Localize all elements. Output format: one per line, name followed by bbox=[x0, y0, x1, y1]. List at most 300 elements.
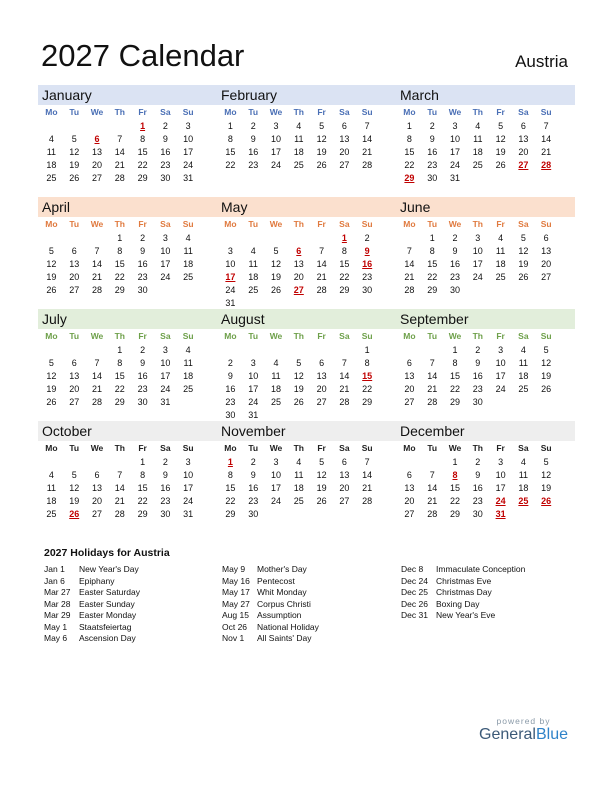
day: 15 bbox=[404, 147, 415, 157]
day: 22 bbox=[404, 160, 415, 170]
day: 7 bbox=[319, 246, 325, 256]
holiday-day: 26 bbox=[541, 496, 552, 506]
day: 14 bbox=[362, 470, 373, 480]
day: 10 bbox=[183, 134, 194, 144]
day: 16 bbox=[449, 259, 460, 269]
day: 30 bbox=[449, 285, 460, 295]
day: 24 bbox=[183, 496, 194, 506]
day: 24 bbox=[449, 160, 460, 170]
day: 5 bbox=[296, 358, 302, 368]
day: 28 bbox=[316, 285, 327, 295]
holiday-name: Immaculate Conception bbox=[436, 564, 526, 574]
day: 28 bbox=[404, 285, 415, 295]
weekday-label: Su bbox=[182, 219, 194, 229]
day: 17 bbox=[183, 483, 194, 493]
empty-day bbox=[40, 344, 63, 357]
holiday-date: Dec 26 bbox=[401, 598, 428, 609]
weekday-label: Th bbox=[472, 107, 483, 117]
day: 24 bbox=[160, 384, 171, 394]
holiday-item bbox=[401, 576, 525, 588]
day: 13 bbox=[91, 147, 102, 157]
weekday-label: Sa bbox=[518, 443, 529, 453]
weekday-label: Su bbox=[361, 219, 373, 229]
weekday-label: Sa bbox=[518, 331, 529, 341]
month-january bbox=[38, 85, 217, 197]
weekday-label: Tu bbox=[248, 443, 259, 453]
day: 25 bbox=[293, 496, 304, 506]
day: 30 bbox=[427, 173, 438, 183]
holiday-day: 15 bbox=[362, 371, 373, 381]
day: 15 bbox=[449, 371, 460, 381]
holiday-name: Ascension Day bbox=[79, 633, 136, 643]
day: 27 bbox=[91, 509, 102, 519]
day: 9 bbox=[250, 134, 256, 144]
day: 23 bbox=[137, 384, 148, 394]
day: 29 bbox=[225, 509, 236, 519]
day: 8 bbox=[429, 246, 435, 256]
holiday-item bbox=[44, 599, 140, 611]
weekday-label: Sa bbox=[518, 107, 529, 117]
day: 8 bbox=[364, 358, 370, 368]
weekday-label: Sa bbox=[160, 219, 171, 229]
day: 7 bbox=[406, 246, 412, 256]
day: 10 bbox=[225, 259, 236, 269]
weekday-label: Th bbox=[293, 331, 304, 341]
day: 11 bbox=[495, 246, 506, 256]
day: 22 bbox=[225, 496, 236, 506]
empty-day bbox=[63, 120, 86, 133]
day: 19 bbox=[541, 371, 552, 381]
day-grid bbox=[396, 441, 575, 521]
day: 15 bbox=[114, 371, 125, 381]
day: 17 bbox=[248, 384, 259, 394]
day: 21 bbox=[427, 384, 438, 394]
day: 2 bbox=[162, 457, 168, 467]
day: 22 bbox=[114, 384, 125, 394]
day: 1 bbox=[117, 345, 123, 355]
brand-blue: Blue bbox=[535, 726, 568, 743]
holiday-date: May 17 bbox=[222, 587, 250, 597]
day: 2 bbox=[364, 233, 370, 243]
day: 10 bbox=[183, 470, 194, 480]
day: 28 bbox=[362, 496, 373, 506]
day: 18 bbox=[270, 384, 281, 394]
weekday-label: Mo bbox=[403, 219, 416, 229]
day: 23 bbox=[137, 272, 148, 282]
day: 7 bbox=[364, 121, 370, 131]
day: 11 bbox=[271, 371, 281, 381]
day: 4 bbox=[250, 246, 256, 256]
day: 2 bbox=[140, 345, 146, 355]
day: 25 bbox=[472, 160, 483, 170]
weekday-label: Th bbox=[472, 443, 483, 453]
day: 9 bbox=[162, 470, 168, 480]
day: 4 bbox=[185, 233, 191, 243]
day: 23 bbox=[427, 160, 438, 170]
day: 29 bbox=[449, 509, 460, 519]
day: 16 bbox=[160, 483, 171, 493]
day: 16 bbox=[137, 371, 148, 381]
day: 16 bbox=[225, 384, 236, 394]
holiday-day: 1 bbox=[341, 233, 347, 243]
day: 3 bbox=[162, 345, 168, 355]
holiday-name: Corpus Christi bbox=[257, 598, 311, 609]
day: 8 bbox=[227, 470, 233, 480]
day: 11 bbox=[248, 259, 258, 269]
day: 7 bbox=[429, 358, 435, 368]
day: 20 bbox=[518, 147, 529, 157]
day: 17 bbox=[183, 147, 194, 157]
day: 7 bbox=[543, 121, 549, 131]
day: 25 bbox=[46, 509, 57, 519]
weekday-label: Su bbox=[361, 443, 373, 453]
day: 13 bbox=[316, 371, 327, 381]
day: 11 bbox=[46, 483, 57, 493]
weekday-label: We bbox=[269, 219, 283, 229]
day: 21 bbox=[362, 147, 373, 157]
day: 13 bbox=[518, 134, 529, 144]
weekday-label: Fr bbox=[138, 443, 147, 453]
day: 4 bbox=[296, 457, 302, 467]
day: 22 bbox=[362, 384, 373, 394]
day: 13 bbox=[339, 134, 350, 144]
day: 15 bbox=[137, 483, 148, 493]
day: 3 bbox=[498, 345, 504, 355]
holiday-item bbox=[222, 564, 319, 576]
day: 15 bbox=[114, 259, 125, 269]
day-grid bbox=[38, 441, 217, 521]
day: 27 bbox=[69, 397, 80, 407]
day: 7 bbox=[429, 470, 435, 480]
holiday-name: Easter Monday bbox=[79, 610, 137, 620]
weekday-label: Mo bbox=[403, 331, 416, 341]
day: 30 bbox=[137, 397, 148, 407]
holiday-name: Easter Saturday bbox=[79, 587, 140, 597]
holiday-date: May 6 bbox=[44, 633, 68, 643]
month-name: February bbox=[217, 85, 396, 105]
day: 19 bbox=[69, 496, 80, 506]
day: 23 bbox=[449, 272, 460, 282]
day: 24 bbox=[495, 384, 506, 394]
month-name: August bbox=[217, 309, 396, 329]
holiday-name: Epiphany bbox=[79, 575, 115, 586]
day: 7 bbox=[94, 246, 100, 256]
day: 22 bbox=[225, 160, 236, 170]
day: 2 bbox=[227, 358, 233, 368]
day: 15 bbox=[449, 483, 460, 493]
month-august bbox=[217, 309, 396, 421]
day: 6 bbox=[341, 457, 347, 467]
day: 11 bbox=[183, 358, 193, 368]
day: 11 bbox=[518, 470, 529, 480]
day: 16 bbox=[160, 147, 171, 157]
day: 26 bbox=[541, 384, 552, 394]
holiday-day: 1 bbox=[227, 457, 233, 467]
day: 29 bbox=[362, 397, 373, 407]
day: 10 bbox=[248, 371, 259, 381]
weekday-label: Sa bbox=[160, 443, 171, 453]
day: 22 bbox=[114, 272, 125, 282]
empty-day bbox=[40, 456, 63, 469]
empty-day bbox=[40, 232, 63, 245]
holiday-day: 28 bbox=[541, 160, 552, 170]
day: 9 bbox=[227, 371, 233, 381]
weekday-label: Fr bbox=[496, 443, 505, 453]
day: 3 bbox=[273, 457, 279, 467]
day: 12 bbox=[69, 483, 80, 493]
day: 30 bbox=[362, 285, 373, 295]
day: 18 bbox=[518, 371, 529, 381]
month-april bbox=[38, 197, 217, 309]
day: 20 bbox=[339, 483, 350, 493]
day: 13 bbox=[404, 371, 415, 381]
day: 31 bbox=[248, 410, 259, 420]
day: 27 bbox=[91, 173, 102, 183]
day: 5 bbox=[48, 358, 54, 368]
holiday-item bbox=[401, 599, 525, 611]
empty-day bbox=[398, 456, 421, 469]
empty-day bbox=[333, 344, 356, 357]
empty-day bbox=[86, 232, 109, 245]
holiday-name: Christmas Eve bbox=[436, 575, 492, 586]
day: 6 bbox=[406, 358, 412, 368]
weekday-label: We bbox=[90, 331, 104, 341]
day: 30 bbox=[472, 509, 483, 519]
day: 21 bbox=[404, 272, 415, 282]
day: 1 bbox=[364, 345, 370, 355]
weekday-label: Th bbox=[114, 443, 125, 453]
weekday-label: Tu bbox=[69, 107, 80, 117]
day: 3 bbox=[452, 121, 458, 131]
holiday-item bbox=[44, 576, 140, 588]
day: 2 bbox=[475, 457, 481, 467]
day-grid bbox=[396, 105, 575, 185]
calendar-grid bbox=[38, 85, 575, 533]
weekday-label: Mo bbox=[224, 331, 237, 341]
holiday-day: 6 bbox=[94, 134, 100, 144]
day: 25 bbox=[293, 160, 304, 170]
day: 22 bbox=[449, 384, 460, 394]
day: 21 bbox=[427, 496, 438, 506]
day-grid bbox=[217, 217, 396, 310]
day: 13 bbox=[404, 483, 415, 493]
day: 7 bbox=[117, 134, 123, 144]
day: 6 bbox=[543, 233, 549, 243]
holiday-name: National Holiday bbox=[257, 621, 319, 632]
day: 5 bbox=[498, 121, 504, 131]
day: 2 bbox=[250, 457, 256, 467]
day: 13 bbox=[91, 483, 102, 493]
month-june bbox=[396, 197, 575, 309]
day: 16 bbox=[137, 259, 148, 269]
day: 30 bbox=[160, 173, 171, 183]
day: 6 bbox=[319, 358, 325, 368]
day: 13 bbox=[293, 259, 304, 269]
day: 1 bbox=[227, 121, 233, 131]
day: 5 bbox=[273, 246, 279, 256]
day: 12 bbox=[69, 147, 80, 157]
brand-name bbox=[479, 726, 568, 744]
holiday-name: Pentecost bbox=[257, 575, 295, 586]
day: 25 bbox=[183, 384, 194, 394]
day: 24 bbox=[183, 160, 194, 170]
day: 14 bbox=[427, 371, 438, 381]
day: 19 bbox=[518, 259, 529, 269]
day: 24 bbox=[225, 285, 236, 295]
empty-day bbox=[310, 344, 333, 357]
day: 1 bbox=[140, 457, 146, 467]
day-grid bbox=[38, 217, 217, 297]
month-row bbox=[38, 309, 575, 421]
holiday-day: 16 bbox=[362, 259, 373, 269]
day: 1 bbox=[452, 345, 458, 355]
day: 22 bbox=[137, 160, 148, 170]
day: 23 bbox=[248, 160, 259, 170]
weekday-label: Th bbox=[114, 219, 125, 229]
weekday-label: We bbox=[448, 331, 462, 341]
weekday-label: Fr bbox=[317, 219, 326, 229]
day: 14 bbox=[427, 483, 438, 493]
weekday-label: We bbox=[448, 219, 462, 229]
day: 17 bbox=[449, 147, 460, 157]
day: 22 bbox=[427, 272, 438, 282]
holiday-item bbox=[401, 587, 525, 599]
day: 23 bbox=[160, 496, 171, 506]
day: 14 bbox=[91, 371, 102, 381]
weekday-label: Th bbox=[293, 443, 304, 453]
weekday-label: Sa bbox=[339, 331, 350, 341]
weekday-label: Su bbox=[182, 331, 194, 341]
day: 8 bbox=[341, 246, 347, 256]
day: 12 bbox=[541, 470, 552, 480]
day: 10 bbox=[270, 470, 281, 480]
holiday-name: Easter Sunday bbox=[79, 598, 135, 609]
holiday-day: 31 bbox=[495, 509, 506, 519]
month-may bbox=[217, 197, 396, 309]
day: 16 bbox=[472, 483, 483, 493]
day: 4 bbox=[498, 233, 504, 243]
holiday-date: May 1 bbox=[44, 621, 68, 632]
day: 30 bbox=[160, 509, 171, 519]
empty-day bbox=[398, 232, 421, 245]
day: 20 bbox=[404, 496, 415, 506]
day: 10 bbox=[160, 358, 171, 368]
day: 18 bbox=[46, 496, 57, 506]
holiday-item bbox=[401, 564, 525, 576]
empty-day bbox=[242, 344, 265, 357]
day: 8 bbox=[117, 246, 123, 256]
day: 16 bbox=[248, 147, 259, 157]
empty-day bbox=[310, 232, 333, 245]
empty-day bbox=[86, 456, 109, 469]
day: 18 bbox=[183, 259, 194, 269]
day: 18 bbox=[293, 147, 304, 157]
day: 13 bbox=[69, 259, 80, 269]
weekday-label: Mo bbox=[45, 107, 58, 117]
day: 17 bbox=[495, 483, 506, 493]
weekday-label: Th bbox=[472, 331, 483, 341]
day: 18 bbox=[183, 371, 194, 381]
day: 21 bbox=[339, 384, 350, 394]
day: 13 bbox=[69, 371, 80, 381]
day: 4 bbox=[185, 345, 191, 355]
day: 24 bbox=[472, 272, 483, 282]
day: 10 bbox=[495, 358, 506, 368]
month-name: March bbox=[396, 85, 575, 105]
powered-by-text: powered by bbox=[496, 716, 551, 726]
day: 13 bbox=[339, 470, 350, 480]
month-row bbox=[38, 421, 575, 533]
holiday-name: All Saints' Day bbox=[257, 633, 312, 643]
weekday-label: Tu bbox=[427, 219, 438, 229]
day: 4 bbox=[475, 121, 481, 131]
day: 15 bbox=[225, 483, 236, 493]
weekday-label: Mo bbox=[403, 443, 416, 453]
day: 19 bbox=[69, 160, 80, 170]
holiday-date: Dec 31 bbox=[401, 610, 428, 620]
holiday-day: 8 bbox=[452, 470, 458, 480]
day: 17 bbox=[472, 259, 483, 269]
day-grid bbox=[217, 105, 396, 172]
day: 20 bbox=[69, 384, 80, 394]
day: 27 bbox=[316, 397, 327, 407]
day: 7 bbox=[364, 457, 370, 467]
day: 26 bbox=[69, 173, 80, 183]
day: 24 bbox=[248, 397, 259, 407]
weekday-label: Sa bbox=[339, 107, 350, 117]
holiday-date: Mar 28 bbox=[44, 598, 71, 609]
day: 31 bbox=[183, 173, 194, 183]
holiday-date: Nov 1 bbox=[222, 633, 245, 643]
day: 19 bbox=[46, 272, 57, 282]
holiday-day: 6 bbox=[296, 246, 302, 256]
weekday-label: We bbox=[90, 219, 104, 229]
day: 3 bbox=[185, 457, 191, 467]
country-label: Austria bbox=[515, 52, 568, 71]
day: 10 bbox=[495, 470, 506, 480]
holiday-name: Christmas Day bbox=[436, 587, 492, 597]
day: 31 bbox=[449, 173, 460, 183]
month-row bbox=[38, 85, 575, 197]
day: 14 bbox=[114, 483, 125, 493]
holiday-date: Jan 6 bbox=[44, 575, 65, 586]
month-name: September bbox=[396, 309, 575, 329]
page-title: 2027 Calendar bbox=[41, 38, 245, 73]
day: 2 bbox=[250, 121, 256, 131]
weekday-label: Tu bbox=[248, 331, 259, 341]
day: 9 bbox=[475, 470, 481, 480]
weekday-label: Fr bbox=[496, 331, 505, 341]
day: 11 bbox=[183, 246, 193, 256]
day: 28 bbox=[91, 397, 102, 407]
empty-day bbox=[219, 232, 242, 245]
day: 6 bbox=[71, 358, 77, 368]
day: 24 bbox=[270, 496, 281, 506]
day: 8 bbox=[227, 134, 233, 144]
day: 4 bbox=[296, 121, 302, 131]
day: 27 bbox=[339, 496, 350, 506]
day: 4 bbox=[48, 470, 54, 480]
day: 4 bbox=[520, 345, 526, 355]
day: 30 bbox=[248, 509, 259, 519]
weekday-label: Su bbox=[540, 219, 552, 229]
empty-day bbox=[265, 232, 288, 245]
day: 27 bbox=[339, 160, 350, 170]
day: 6 bbox=[520, 121, 526, 131]
day: 12 bbox=[46, 371, 57, 381]
day: 14 bbox=[91, 259, 102, 269]
day: 9 bbox=[475, 358, 481, 368]
